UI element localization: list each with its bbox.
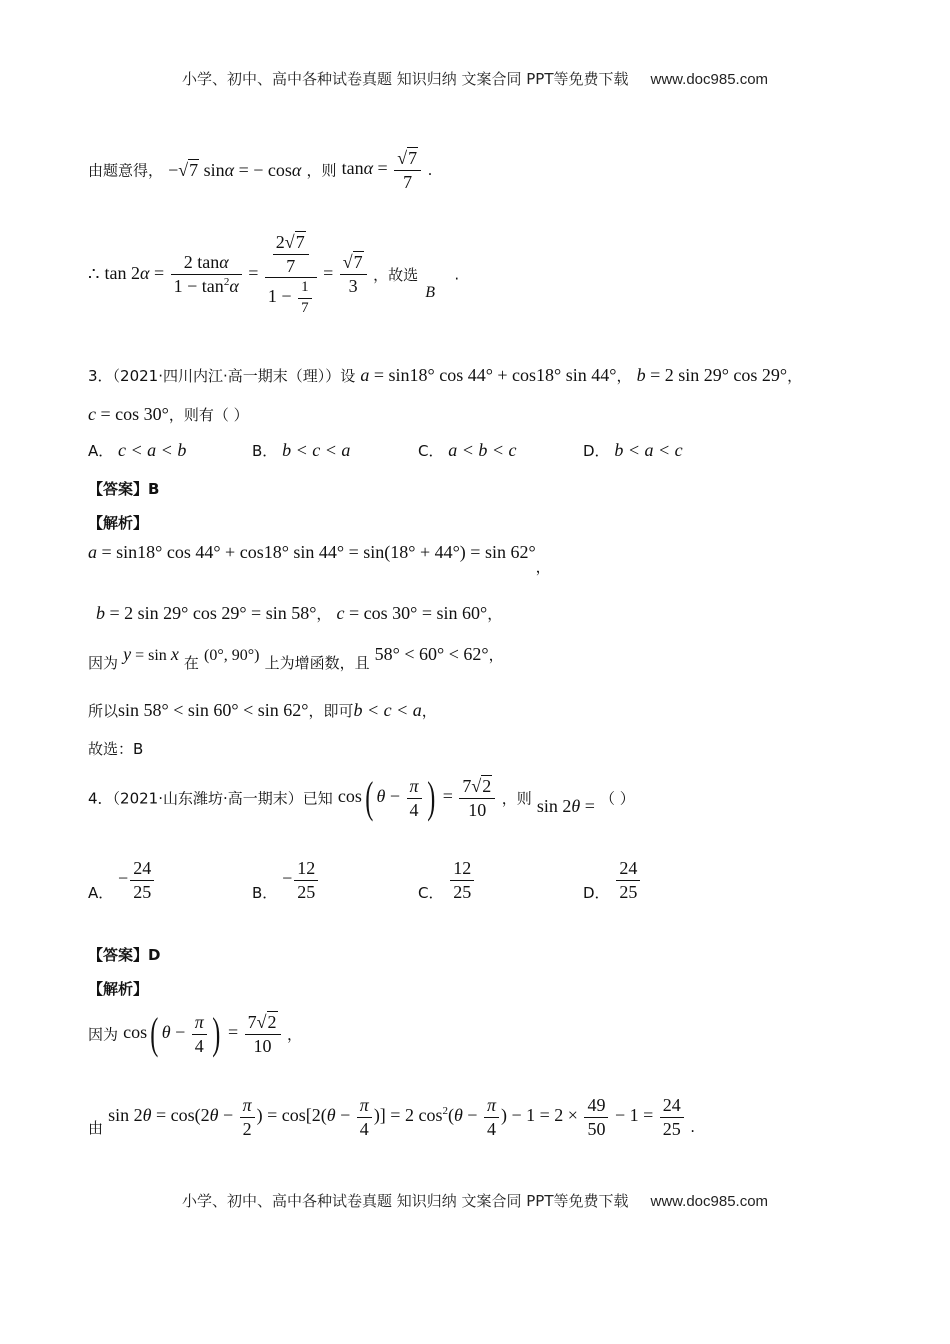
question-3-stem-cont: c = cos 30°，则有（ ）: [88, 404, 249, 424]
question-source: （2021·四川内江·高一期末（理））设: [112, 367, 356, 385]
page-header: [0, 68, 950, 89]
footer-text: 小学、初中、高中各种试卷真题 知识归纳 文案合同 PPT等免费下载: [181, 1192, 629, 1210]
q3-choose: 故选：B: [88, 740, 144, 758]
header-text: 小学、初中、高中各种试卷真题 知识归纳 文案合同 PPT等免费下载: [181, 70, 629, 88]
question-number: 3．: [88, 367, 113, 385]
question-source: （2021·山东潍坊·高一期末）已知: [112, 789, 333, 808]
q3-analysis-line-1: a = sin18° cos 44° + cos18° sin 44° = sin(18° + 44°) = sin 62°，: [88, 542, 551, 576]
equation-sin-cos: −√7 sinα = − cosα: [168, 159, 302, 180]
q3-analysis-line-3: 因为 y = sin x 在 (0°, 90°) 上为增函数，且 58° < 60° < 62°，: [88, 644, 504, 672]
q3-analysis-line-4: 所以sin 58° < sin 60° < sin 62°，即可b < c < a，: [88, 700, 437, 720]
option-d[interactable]: D． b < a < c: [583, 440, 683, 460]
answer-letter: B: [425, 284, 436, 302]
header-url[interactable]: www.doc985.com: [650, 71, 769, 88]
q4-analysis-line-2: 由 sin 2θ = cos(2θ − $\frac{\pi}{2}$ ) = cos[2(θ − $\frac{\pi}{4}$ )] = 2 $\cos^2(\theta$ − $\frac{\pi}{4}$ ) − 1 = 2 × $\frac{49}{50}$ − 1 = $\frac{24}{25}$ .: [88, 1095, 696, 1139]
analysis-label: 【解析】: [88, 514, 149, 532]
answer-label: 【答案】B: [88, 480, 160, 498]
question-3-stem: 3．（2021·四川内江·高一期末（理））设 a = sin18° cos 44° + cos18° sin 44°， b = 2 sin 29° cos 29°，: [88, 365, 803, 385]
option-c[interactable]: C． $\frac{12}{25}$: [418, 858, 476, 902]
question-4-stem: 4．（2021·山东潍坊·高一期末）已知 cos( θ − $\frac{\pi}{4}$ ) = $\frac{7√2}{10}$ ，则 sin 2θ = （ ）: [88, 773, 635, 823]
option-b[interactable]: B． − $\frac{12}{25}$: [252, 858, 320, 902]
q4-analysis-line-1: 因为 cos( θ − $\frac{\pi}{4}$ ) = $\frac{7√2}{10}$ ，: [88, 1009, 303, 1059]
equation-tan: tanα = $\frac{√7}{7}$: [342, 158, 428, 178]
analysis-label: 【解析】: [88, 980, 149, 998]
answer-label: 【答案】D: [88, 946, 161, 964]
solution-line-2: ∴ tan 2α = $\frac{2 \tan\alpha}{1 - \tan^2\alpha}$ = $\frac{2√7}{7}$ 1 − $\frac{1}{7}$ = $\frac{√7}{3}$ ，故选 B .: [88, 232, 460, 316]
option-b[interactable]: B． b < c < a: [252, 440, 351, 460]
option-a[interactable]: A． c < a < b: [88, 440, 187, 460]
option-a[interactable]: A． − $\frac{24}{25}$: [88, 858, 156, 902]
question-number: 4．: [88, 789, 113, 808]
q3-analysis-line-2: b = 2 sin 29° cos 29° = sin 58°， c = cos 30° = sin 60°，: [96, 603, 503, 623]
option-c[interactable]: C． a < b < c: [418, 440, 517, 460]
page-footer: [0, 1190, 950, 1211]
solution-line-1: 由题意得， −√7 sinα = − cosα ，则 tanα = $\frac{√7}{7}$ .: [88, 148, 433, 192]
equation-tan-double: tan 2α = $\frac{2 \tan\alpha}{1 - \tan^2\alpha}$ = $\frac{2√7}{7}$ 1 − $\frac{1}{7}$ = $\frac{√7}{3}$: [105, 263, 374, 283]
footer-url[interactable]: www.doc985.com: [650, 1193, 769, 1210]
option-d[interactable]: D． $\frac{24}{25}$: [583, 858, 642, 902]
